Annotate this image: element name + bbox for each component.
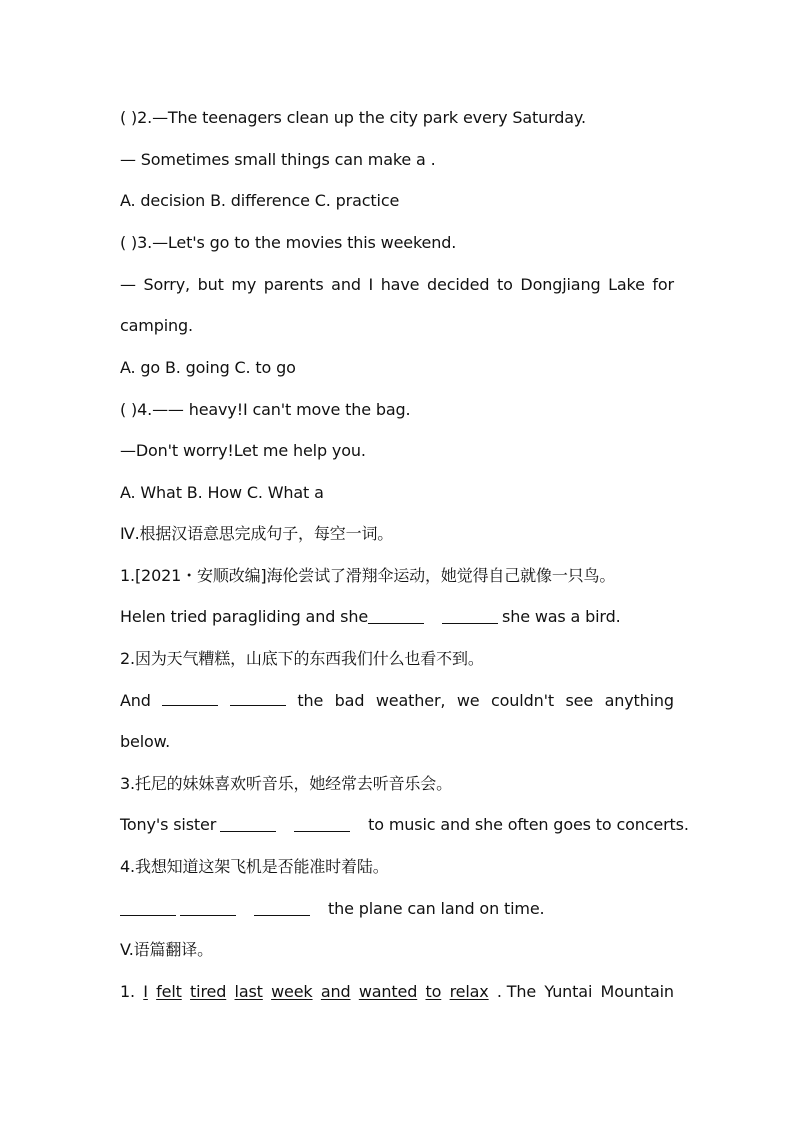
answer-blank[interactable] [230,691,286,706]
answer-blank[interactable] [220,817,276,832]
p1-underlined-word: and [320,982,351,1001]
q3-reply-word: and [331,275,361,294]
s3-text-b: to music and she often goes to concerts. [368,815,689,834]
p1-number: 1. [120,982,135,1001]
answer-blank[interactable] [368,609,424,624]
q4-options: A. What B. How C. What a [120,483,324,502]
section4-heading: Ⅳ.根据汉语意思完成句子，每空一词。 [120,524,394,543]
p1-underlined-word: relax [449,982,489,1001]
s2-word: couldn't [491,691,554,710]
q3-reply-word: to [497,275,513,294]
section5-heading: V.语篇翻译。 [120,940,213,959]
p1-underlined-word: tired [190,982,227,1001]
s3-chinese: 3.托尼的妹妹喜欢听音乐，她经常去听音乐会。 [120,774,452,793]
s2-word: weather, [375,691,446,710]
q4-stem: ( )4.—— heavy!I can't move the bag. [120,400,411,419]
p1-underlined-word: I [143,982,148,1001]
s2-word: see [565,691,594,710]
q3-reply-word: my [231,275,257,294]
s2-word: we [456,691,480,710]
s4-chinese: 4.我想知道这架飞机是否能准时着陆。 [120,857,389,876]
answer-blank[interactable] [162,691,218,706]
s4-text-b: the plane can land on time. [328,899,545,918]
q3-reply [120,275,674,295]
q3-reply-word: — [120,275,136,294]
q4-reply: —Don't worry!Let me help you. [120,441,366,460]
p1-word: . The [496,982,537,1001]
p1-word: Yuntai [544,982,593,1001]
s1-text-a: Helen tried paragliding and she [120,607,369,626]
q3-reply-word: but [197,275,224,294]
q3-reply-word: for [652,275,674,294]
p1-underlined-word: felt [156,982,182,1001]
p1-word: Mountain [600,982,674,1001]
q3-reply-word: parents [263,275,324,294]
s2-english-cont: below. [120,732,171,751]
s2-chinese: 2.因为天气糟糕，山底下的东西我们什么也看不到。 [120,649,484,668]
s1-chinese: 1.[2021・安顺改编]海伦尝试了滑翔伞运动，她觉得自己就像一只鸟。 [120,566,616,585]
s2-word: anything [604,691,674,710]
s3-english [120,815,689,835]
q2-stem: ( )2.—The teenagers clean up the city park every Saturday. [120,108,586,127]
q2-reply: — Sometimes small things can make a . [120,150,436,169]
s1-english [120,607,674,627]
q3-reply-word: have [380,275,420,294]
q3-reply-word: I [368,275,374,294]
answer-blank[interactable] [442,609,498,624]
s2-word: the [297,691,324,710]
document-page [120,0,689,1123]
p1-underlined-word: wanted [358,982,418,1001]
q3-stem: ( )3.—Let's go to the movies this weekend. [120,233,457,252]
q3-reply-word: Lake [608,275,645,294]
q2-options: A. decision B. difference C. practice [120,191,400,210]
s2-text-a: And [120,691,151,710]
p1-underlined-word: to [425,982,442,1001]
q3-reply-cont: camping. [120,316,193,335]
s1-text-b: she was a bird. [502,607,621,626]
q3-reply-word: Dongjiang [520,275,601,294]
s4-english [120,899,674,919]
s3-text-a: Tony's sister [120,815,217,834]
answer-blank[interactable] [120,901,176,916]
p1-underlined-word: week [271,982,313,1001]
answer-blank[interactable] [254,901,310,916]
s2-word: bad [334,691,365,710]
q3-reply-word: decided [427,275,490,294]
q3-reply-word: Sorry, [143,275,190,294]
p1-underlined-word: last [234,982,263,1001]
p1-line [120,982,674,1002]
answer-blank[interactable] [294,817,350,832]
s2-english [120,691,674,711]
answer-blank[interactable] [180,901,236,916]
q3-options: A. go B. going C. to go [120,358,296,377]
